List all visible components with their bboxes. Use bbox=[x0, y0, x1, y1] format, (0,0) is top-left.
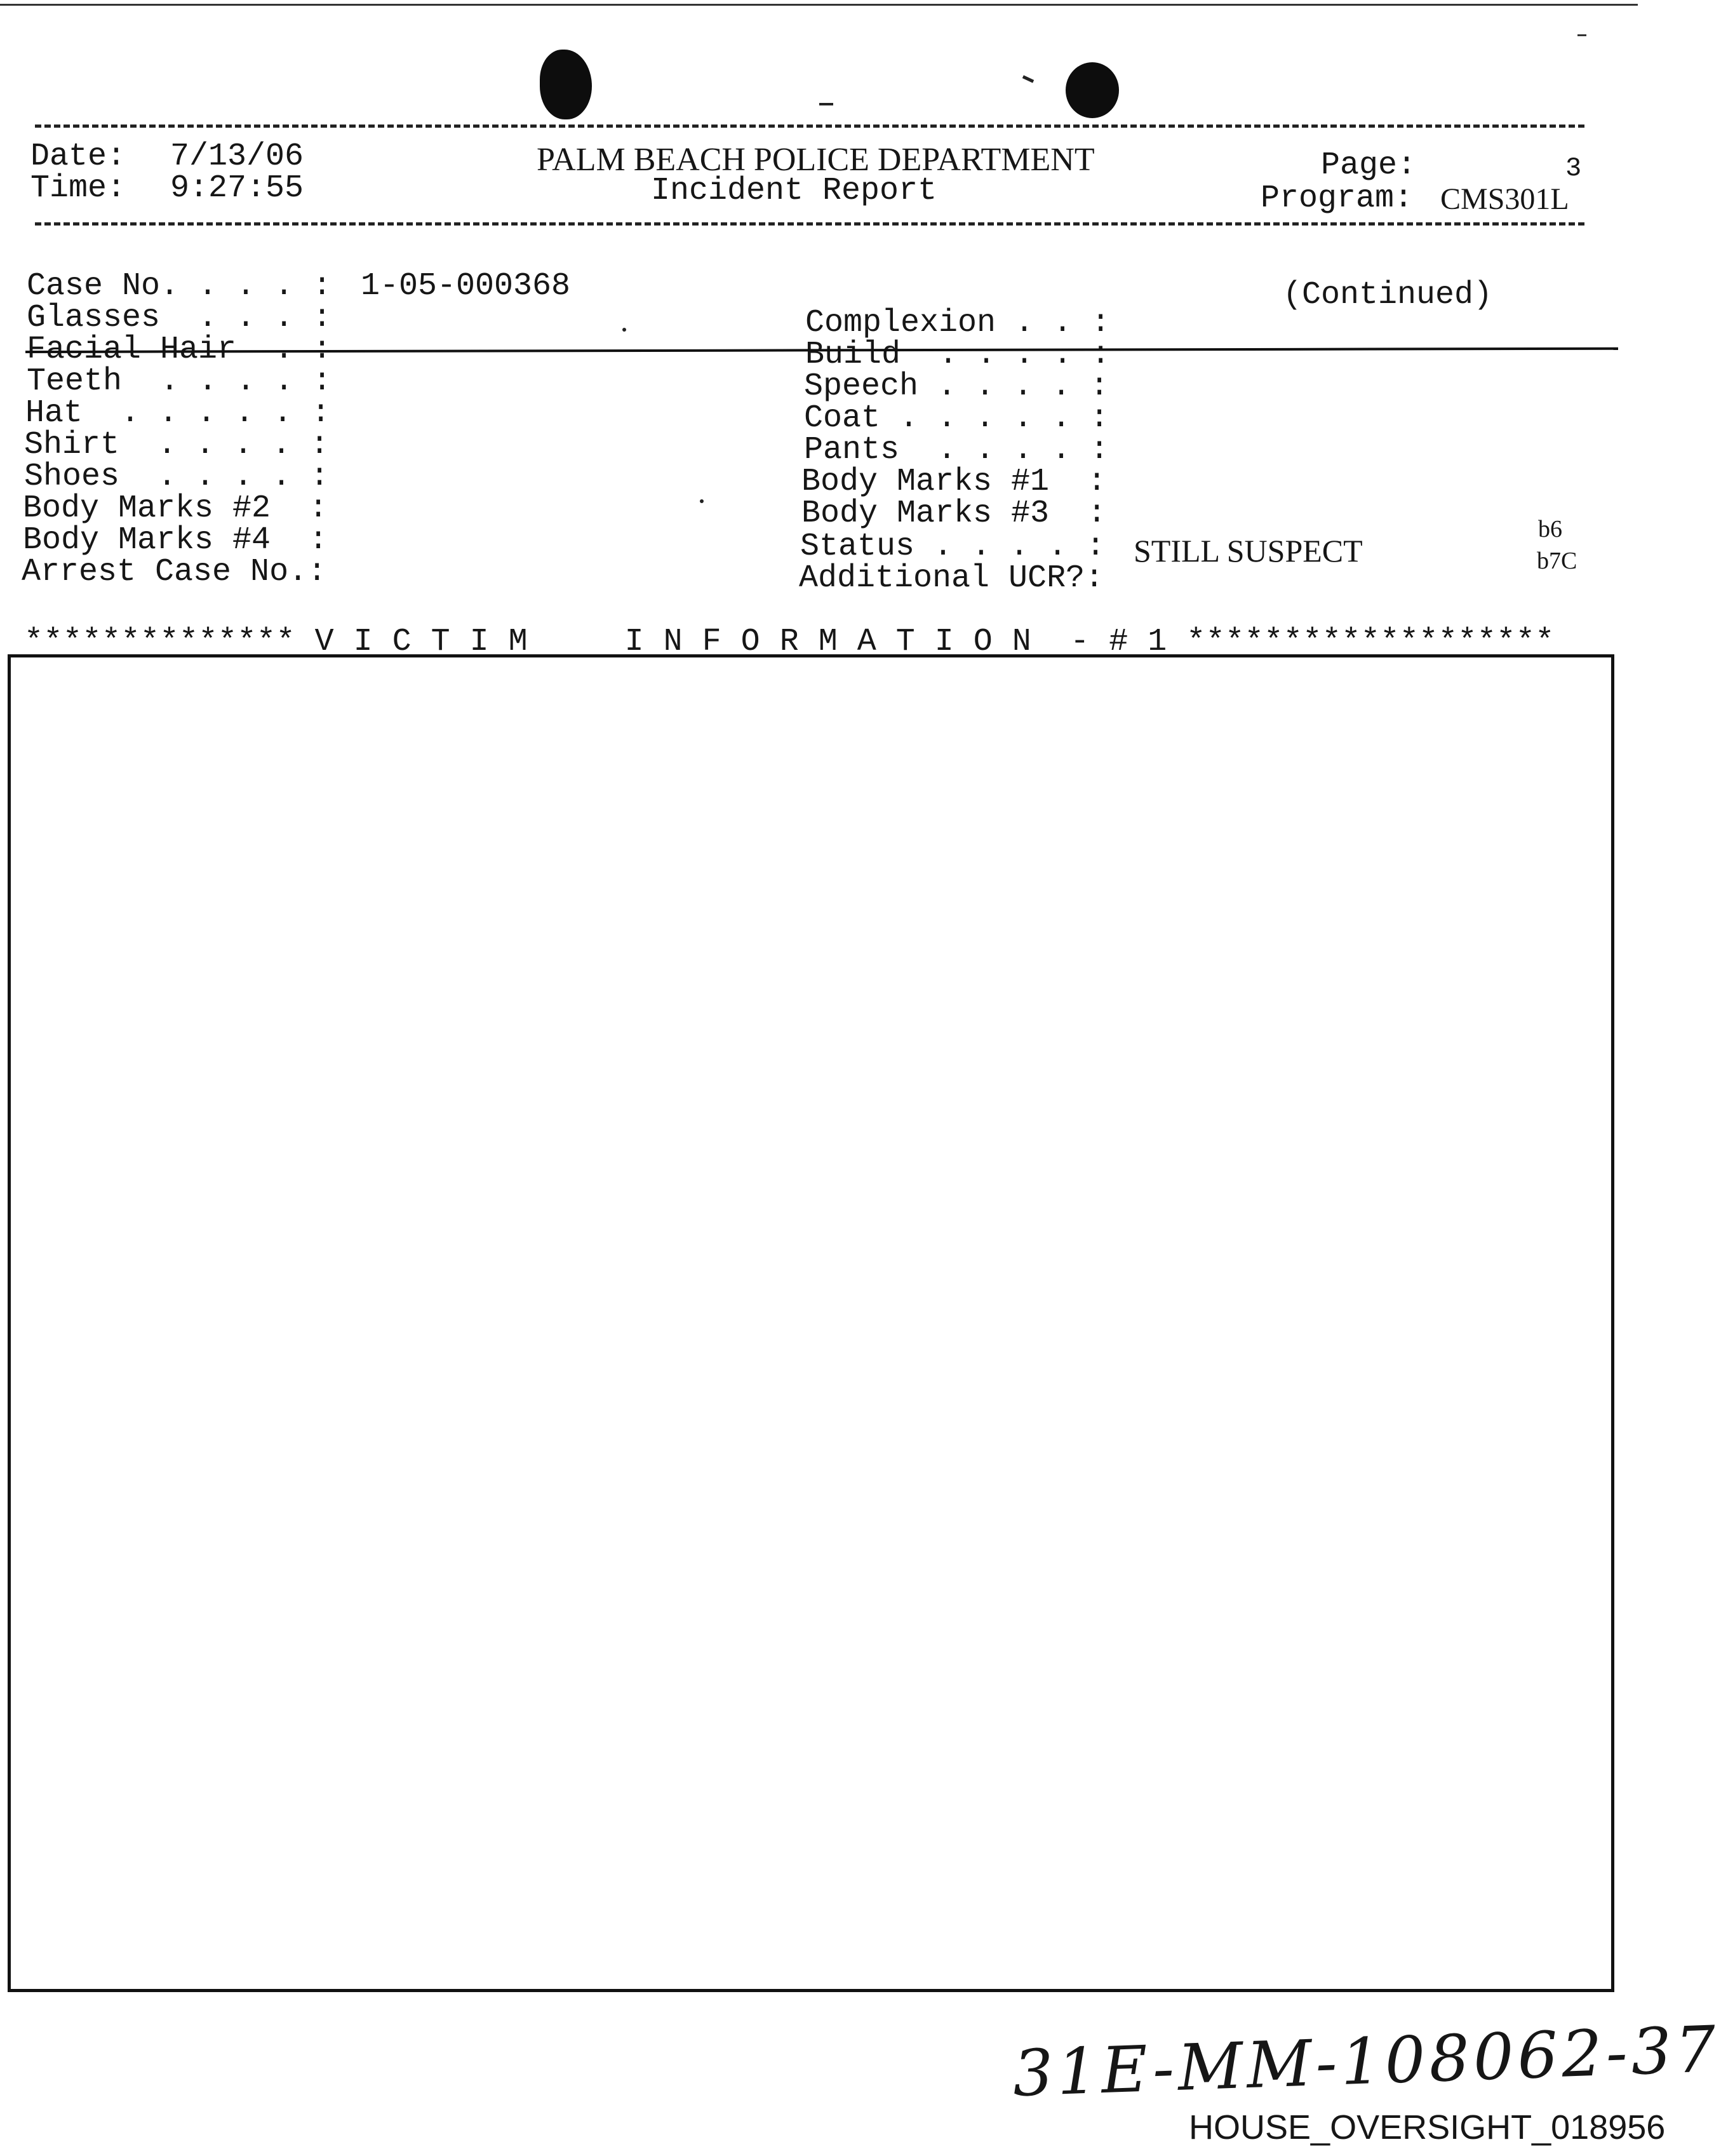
date-value: 7/13/06 bbox=[170, 138, 304, 175]
exemption-code-b7c: b7C bbox=[1537, 548, 1577, 574]
scan-speck bbox=[1577, 34, 1586, 36]
program-value: CMS301L bbox=[1440, 182, 1569, 216]
field-body-marks-4: Body Marks #4 : bbox=[23, 522, 328, 558]
victim-information-header: ************** V I C T I M I N F O R M A T I O N - # 1 ******************* bbox=[24, 624, 1555, 660]
field-arrest-case-no: Arrest Case No.: bbox=[22, 554, 327, 590]
page-value: 3 bbox=[1565, 153, 1582, 184]
page-label: Page: bbox=[1321, 147, 1417, 184]
continued-note: (Continued) bbox=[1283, 277, 1493, 313]
punch-hole-mark bbox=[1066, 62, 1119, 118]
field-status: Status . . . . : bbox=[800, 529, 1106, 565]
exemption-code-b6: b6 bbox=[1538, 516, 1562, 542]
field-coat: Coat . . . . . : bbox=[804, 400, 1109, 436]
scan-speck bbox=[700, 499, 704, 503]
scan-speck bbox=[622, 328, 626, 332]
time-label: Time: bbox=[30, 170, 126, 206]
punch-hole-mark bbox=[540, 50, 592, 119]
field-body-marks-1: Body Marks #1 : bbox=[801, 464, 1107, 500]
field-body-marks-2: Body Marks #2 : bbox=[23, 490, 328, 527]
field-build: Build . . . . : bbox=[805, 337, 1111, 373]
bates-number: HOUSE_OVERSIGHT_018956 bbox=[1189, 2108, 1666, 2146]
redaction-box bbox=[8, 654, 1614, 1992]
handwritten-file-number: 31E-MM-108062-37 bbox=[1011, 2012, 1721, 2111]
field-body-marks-3: Body Marks #3 : bbox=[801, 495, 1107, 532]
field-facial-hair: Facial Hair . : bbox=[27, 332, 332, 368]
field-hat: Hat . . . . . : bbox=[25, 395, 331, 431]
scan-edge-line bbox=[0, 4, 1638, 6]
header-bottom-rule bbox=[35, 222, 1584, 226]
field-additional-ucr: Additional UCR?: bbox=[799, 560, 1104, 596]
field-teeth: Teeth . . . . : bbox=[27, 363, 332, 400]
case-no-value: 1-05-000368 bbox=[361, 268, 571, 304]
field-glasses: Glasses . . . : bbox=[27, 300, 332, 336]
field-shirt: Shirt . . . . : bbox=[24, 427, 330, 463]
status-value: STILL SUSPECT bbox=[1134, 533, 1363, 569]
scan-speck bbox=[1022, 75, 1034, 83]
field-complexion: Complexion . . : bbox=[805, 305, 1111, 341]
field-shoes: Shoes . . . . : bbox=[24, 459, 330, 495]
scan-speck bbox=[819, 103, 833, 105]
program-label: Program: bbox=[1261, 180, 1414, 217]
report-title: Incident Report bbox=[651, 173, 937, 209]
field-speech: Speech . . . . : bbox=[804, 368, 1109, 405]
time-value: 9:27:55 bbox=[170, 170, 304, 206]
date-label: Date: bbox=[30, 138, 126, 175]
field-pants: Pants . . . . : bbox=[804, 432, 1109, 468]
case-no-label: Case No. . . . : bbox=[27, 268, 332, 304]
header-top-rule bbox=[35, 125, 1584, 128]
department-name: PALM BEACH POLICE DEPARTMENT bbox=[537, 142, 1095, 178]
